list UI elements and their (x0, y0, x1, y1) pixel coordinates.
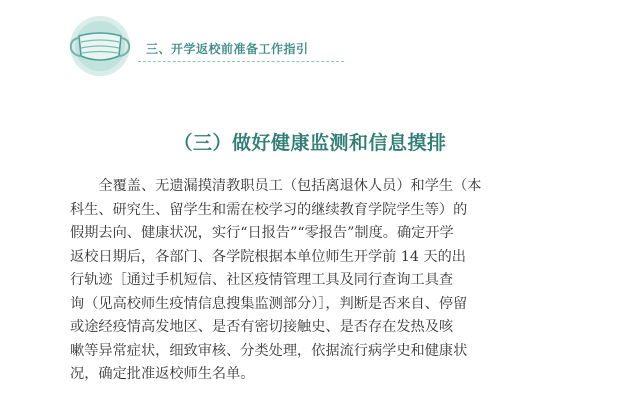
body-line: 或途经疫情高发地区、是否有密切接触史、是否存在发热及咳 (70, 319, 454, 335)
body-line: 全覆盖、无遗漏摸清教职员工（包括离退休人员）和学生（本 (70, 178, 482, 194)
section-divider (138, 61, 344, 62)
face-mask-icon (64, 14, 136, 78)
body-line: 行轨迹［通过手机短信、社区疫情管理工具及同行查询工具查 (70, 272, 454, 288)
body-line: 假期去向、健康状况，实行“日报告”“零报告”制度。确定开学 (70, 225, 454, 241)
body-line: 询（见高校师生疫情信息搜集监测部分）］，判断是否来自、停留 (70, 295, 468, 312)
section-header (146, 37, 309, 59)
body-line: 嗽等异常症状，细致审核、分类处理，依据流行病学史和健康状 (70, 342, 468, 359)
body-line: 返校日期后，各部门、各学院根据本单位师生开学前 14 天的出 (70, 248, 466, 265)
body-line: 况，确定批准返校师生名单。 (70, 366, 255, 382)
section-title: 三、开学返校前准备工作指引 (146, 41, 309, 56)
body-line: 科生、研究生、留学生和需在校学习的继续教育学院学生等）的 (70, 201, 468, 218)
article-heading: （三）做好健康监测和信息摸排 (173, 132, 447, 154)
article-body (70, 175, 560, 387)
